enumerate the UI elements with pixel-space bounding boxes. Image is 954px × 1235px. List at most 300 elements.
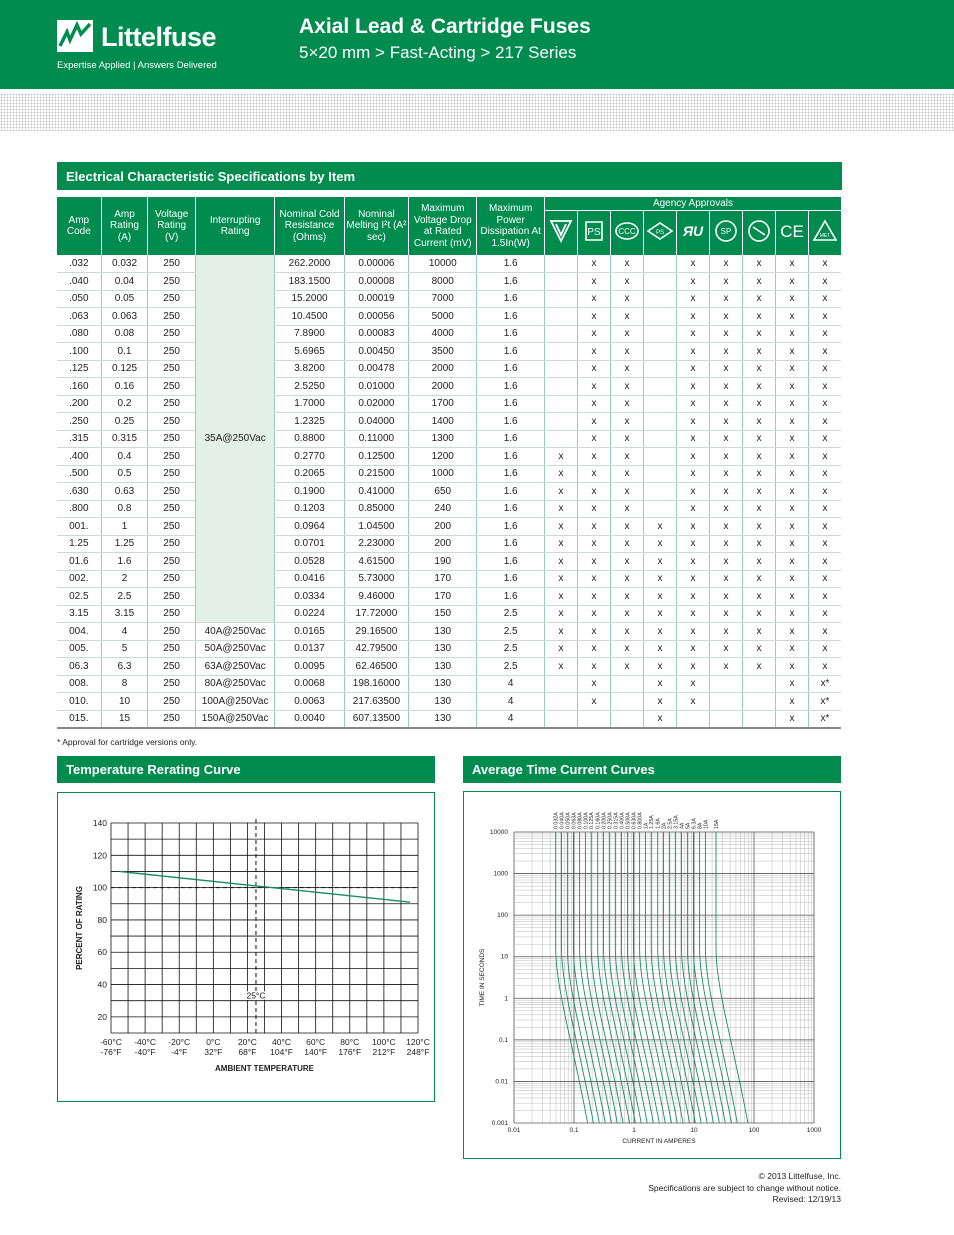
agency-approval-cell: [643, 413, 676, 431]
svg-text:PS: PS: [655, 230, 664, 236]
agency-approval-cell: x: [676, 605, 709, 623]
agency-approval-cell: [643, 448, 676, 466]
power-dissipation-cell: 1.6: [477, 570, 545, 588]
voltage-rating-cell: 250: [148, 483, 196, 501]
agency-approval-cell: x: [577, 693, 610, 711]
voltage-drop-cell: 4000: [409, 325, 477, 343]
agency-header-2: [610, 210, 643, 255]
power-dissipation-cell: 1.6: [477, 255, 545, 273]
agency-approval-cell: x: [577, 255, 610, 273]
agency-approval-cell: x: [610, 465, 643, 483]
agency-approval-cell: x: [577, 448, 610, 466]
x-tick-label-c: 80°C: [340, 1037, 360, 1047]
amp-rating-cell: 0.05: [101, 290, 148, 308]
agency-approval-cell: x: [676, 255, 709, 273]
amp-rating-cell: 1.25: [101, 535, 148, 553]
voltage-rating-cell: 250: [148, 448, 196, 466]
agency-approval-cell: x: [577, 518, 610, 536]
cold-resistance-cell: 0.0165: [275, 623, 344, 641]
interrupting-rating-cell: 100A@250Vac: [195, 693, 274, 711]
cold-resistance-cell: 0.0063: [275, 693, 344, 711]
agency-approval-cell: x: [742, 290, 775, 308]
agency-approval-cell: x: [577, 640, 610, 658]
col-cold-resistance: Nominal Cold Resistance (Ohms): [275, 197, 344, 255]
voltage-drop-cell: 10000: [409, 255, 477, 273]
agency-approval-cell: x: [808, 605, 841, 623]
agency-approval-cell: x: [742, 343, 775, 361]
table-row: [57, 343, 841, 361]
agency-approval-cell: x: [676, 535, 709, 553]
voltage-rating-cell: 250: [148, 395, 196, 413]
agency-approval-cell: x: [775, 273, 808, 291]
agency-approval-cell: [610, 693, 643, 711]
agency-approval-cell: x: [775, 535, 808, 553]
agency-approval-cell: x: [808, 290, 841, 308]
amp-rating-cell: 0.16: [101, 378, 148, 396]
voltage-rating-cell: 250: [148, 693, 196, 711]
curve-label: 5A: [685, 822, 692, 829]
agency-approval-cell: x: [544, 640, 577, 658]
agency-approval-cell: x: [775, 448, 808, 466]
agency-approval-cell: x: [742, 605, 775, 623]
col-voltage-rating: Voltage Rating (V): [148, 197, 196, 255]
voltage-rating-cell: 250: [148, 535, 196, 553]
y-tick-label: 10000: [489, 829, 508, 836]
power-dissipation-cell: 1.6: [477, 395, 545, 413]
agency-approval-cell: x: [775, 500, 808, 518]
interrupting-rating-cell: 35A@250Vac: [195, 255, 274, 623]
voltage-rating-cell: 250: [148, 710, 196, 728]
agency-approval-cell: x: [709, 588, 742, 606]
agency-approval-cell: x: [742, 553, 775, 571]
agency-approval-cell: x: [676, 623, 709, 641]
table-row: [57, 378, 841, 396]
agency-approval-cell: x: [577, 658, 610, 676]
agency-approval-cell: x: [544, 518, 577, 536]
agency-approval-cell: x: [544, 605, 577, 623]
table-row: [57, 710, 841, 728]
page-header: [0, 0, 954, 89]
rerating-title-text: Temperature Rerating Curve: [66, 762, 241, 777]
cold-resistance-cell: 7.8900: [275, 325, 344, 343]
agency-approval-cell: x: [577, 605, 610, 623]
voltage-rating-cell: 250: [148, 360, 196, 378]
agency-approval-cell: [643, 465, 676, 483]
tcc-title-text: Average Time Current Curves: [472, 762, 655, 777]
y-tick-label: 1000: [493, 870, 508, 878]
curve-label: 0.250A: [607, 812, 614, 829]
agency-approval-cell: x: [742, 430, 775, 448]
power-dissipation-cell: 1.6: [477, 518, 545, 536]
amp-code-cell: 008.: [57, 675, 101, 693]
agency-approval-cell: x: [676, 465, 709, 483]
table-row: [57, 623, 841, 641]
agency-approval-cell: x: [808, 448, 841, 466]
voltage-drop-cell: 200: [409, 518, 477, 536]
agency-header-5: [709, 210, 742, 255]
time-current-chart: [464, 792, 840, 1158]
voltage-drop-cell: 2000: [409, 378, 477, 396]
agency-approval-cell: x: [742, 395, 775, 413]
amp-code-cell: .100: [57, 343, 101, 361]
agency-approval-cell: [643, 255, 676, 273]
voltage-rating-cell: 250: [148, 658, 196, 676]
agency-approval-cell: x: [742, 518, 775, 536]
x-tick-label-c: 60°C: [306, 1037, 326, 1047]
power-dissipation-cell: 2.5: [477, 605, 545, 623]
semko-icon: [744, 215, 774, 247]
x-tick-label: 100: [748, 1127, 760, 1134]
agency-approval-cell: x: [577, 325, 610, 343]
melting-i2t-cell: 17.72000: [344, 605, 408, 623]
svg-text:CCC: CCC: [618, 227, 636, 236]
x-tick-label-f: 68°F: [238, 1047, 257, 1057]
voltage-drop-cell: 650: [409, 483, 477, 501]
agency-approval-cell: [544, 273, 577, 291]
x-tick-label-f: 176°F: [338, 1047, 362, 1057]
amp-rating-cell: 1.6: [101, 553, 148, 571]
agency-approval-cell: x: [577, 570, 610, 588]
agency-approval-cell: x: [610, 360, 643, 378]
agency-approval-cell: x: [709, 553, 742, 571]
agency-approval-cell: x: [775, 518, 808, 536]
x-tick-label-f: -4°F: [171, 1047, 188, 1057]
voltage-rating-cell: 250: [148, 675, 196, 693]
agency-approval-cell: x: [676, 395, 709, 413]
voltage-drop-cell: 150: [409, 605, 477, 623]
agency-approval-cell: x: [577, 360, 610, 378]
table-row: [57, 500, 841, 518]
melting-i2t-cell: 0.41000: [344, 483, 408, 501]
amp-rating-cell: 0.032: [101, 255, 148, 273]
power-dissipation-cell: 1.6: [477, 500, 545, 518]
table-row: [57, 448, 841, 466]
x-axis-label: AMBIENT TEMPERATURE: [215, 1064, 314, 1073]
voltage-rating-cell: 250: [148, 273, 196, 291]
agency-approval-cell: x: [610, 325, 643, 343]
cold-resistance-cell: 0.0701: [275, 535, 344, 553]
agency-approval-cell: x: [808, 255, 841, 273]
cold-resistance-cell: 0.0068: [275, 675, 344, 693]
agency-approval-cell: x: [775, 378, 808, 396]
agency-approval-cell: [709, 693, 742, 711]
agency-approval-cell: x: [808, 413, 841, 431]
agency-approval-cell: x: [610, 483, 643, 501]
agency-approval-cell: x: [676, 588, 709, 606]
agency-approval-cell: x: [709, 640, 742, 658]
agency-approval-cell: x: [544, 448, 577, 466]
interrupting-rating-cell: 50A@250Vac: [195, 640, 274, 658]
agency-approval-cell: x: [709, 413, 742, 431]
curve-label: 2.5A: [667, 818, 674, 829]
agency-approval-cell: x: [676, 553, 709, 571]
cold-resistance-cell: 0.8800: [275, 430, 344, 448]
amp-rating-cell: 0.63: [101, 483, 148, 501]
agency-approval-cell: x: [775, 553, 808, 571]
agency-approval-cell: x: [775, 658, 808, 676]
agency-approval-cell: x: [742, 465, 775, 483]
amp-code-cell: .063: [57, 308, 101, 326]
agency-approval-cell: x: [643, 588, 676, 606]
curve-label: 0.080A: [577, 812, 584, 829]
y-tick-label: 140: [92, 818, 107, 828]
melting-i2t-cell: 0.01000: [344, 378, 408, 396]
agency-approval-cell: [643, 430, 676, 448]
agency-approval-cell: x: [676, 500, 709, 518]
power-dissipation-cell: 1.6: [477, 553, 545, 571]
amp-rating-cell: 0.1: [101, 343, 148, 361]
pse-icon: [579, 215, 609, 247]
agency-approval-cell: x: [676, 518, 709, 536]
agency-approval-cell: x: [544, 500, 577, 518]
agency-approval-cell: x: [676, 483, 709, 501]
agency-approval-cell: x: [577, 413, 610, 431]
x-axis-label: CURRENT IN AMPERES: [622, 1138, 696, 1145]
kc-icon: [645, 215, 675, 247]
col-amp-rating: Amp Rating (A): [101, 197, 148, 255]
agency-header-0: [544, 210, 577, 255]
svg-text:MET: MET: [819, 233, 831, 239]
table-row: [57, 465, 841, 483]
agency-header-3: [643, 210, 676, 255]
agency-approval-cell: x: [742, 623, 775, 641]
agency-approval-cell: x: [643, 693, 676, 711]
agency-approval-cell: [544, 343, 577, 361]
agency-approval-cell: x: [775, 483, 808, 501]
amp-code-cell: 002.: [57, 570, 101, 588]
agency-approval-cell: [643, 378, 676, 396]
svg-text:PS: PS: [587, 227, 601, 238]
agency-approval-cell: x: [610, 605, 643, 623]
voltage-rating-cell: 250: [148, 588, 196, 606]
cold-resistance-cell: 0.1203: [275, 500, 344, 518]
agency-approval-cell: x: [709, 570, 742, 588]
y-axis-label: PERCENT OF RATING: [75, 886, 84, 970]
melting-i2t-cell: 4.61500: [344, 553, 408, 571]
agency-approval-cell: [643, 308, 676, 326]
agency-approval-cell: x: [577, 430, 610, 448]
agency-approval-cell: [643, 360, 676, 378]
agency-approval-cell: x: [808, 623, 841, 641]
agency-approval-cell: [742, 675, 775, 693]
table-row: [57, 273, 841, 291]
agency-approval-cell: x: [610, 623, 643, 641]
agency-approval-cell: x: [808, 570, 841, 588]
voltage-rating-cell: 250: [148, 255, 196, 273]
voltage-drop-cell: 8000: [409, 273, 477, 291]
table-row: [57, 640, 841, 658]
agency-approval-cell: x: [808, 378, 841, 396]
voltage-drop-cell: 5000: [409, 308, 477, 326]
agency-approval-cell: x: [676, 413, 709, 431]
agency-approval-cell: x: [808, 535, 841, 553]
agency-approval-cell: x: [643, 535, 676, 553]
agency-approval-cell: [544, 255, 577, 273]
table-row: [57, 255, 841, 273]
agency-approval-cell: x: [742, 570, 775, 588]
power-dissipation-cell: 1.6: [477, 413, 545, 431]
agency-approval-cell: x: [643, 640, 676, 658]
agency-approval-cell: x: [676, 290, 709, 308]
amp-code-cell: 010.: [57, 693, 101, 711]
x-tick-label-c: 120°C: [406, 1037, 430, 1047]
tcc-panel: [463, 791, 841, 1159]
cold-resistance-cell: 1.7000: [275, 395, 344, 413]
table-row: [57, 658, 841, 676]
agency-approval-cell: x: [775, 290, 808, 308]
amp-rating-cell: 2: [101, 570, 148, 588]
agency-approval-cell: x: [808, 588, 841, 606]
agency-approval-cell: x: [577, 395, 610, 413]
x-tick-label: 1000: [806, 1127, 822, 1134]
approval-footnote: * Approval for cartridge versions only.: [57, 737, 198, 747]
agency-approval-cell: x*: [808, 675, 841, 693]
y-tick-label: 40: [97, 979, 107, 990]
agency-approval-cell: x: [775, 308, 808, 326]
agency-approval-cell: x: [709, 308, 742, 326]
melting-i2t-cell: 0.04000: [344, 413, 408, 431]
agency-approval-cell: x: [709, 255, 742, 273]
melting-i2t-cell: 62.46500: [344, 658, 408, 676]
melting-i2t-cell: 0.12500: [344, 448, 408, 466]
agency-approval-cell: x*: [808, 693, 841, 711]
x-tick-label-c: -60°C: [100, 1037, 122, 1047]
agency-approval-cell: [709, 675, 742, 693]
amp-code-cell: 02.5: [57, 588, 101, 606]
amp-rating-cell: 0.8: [101, 500, 148, 518]
agency-approval-cell: x: [775, 325, 808, 343]
rerating-panel: [57, 792, 435, 1102]
power-dissipation-cell: 1.6: [477, 273, 545, 291]
curve-label: 0.125A: [589, 812, 596, 829]
x-tick-label-f: -40°F: [134, 1047, 156, 1057]
amp-code-cell: .500: [57, 465, 101, 483]
voltage-rating-cell: 250: [148, 413, 196, 431]
agency-approval-cell: x: [775, 570, 808, 588]
curve-label: 0.630A: [631, 812, 638, 829]
agency-approval-cell: x: [544, 465, 577, 483]
amp-rating-cell: 0.25: [101, 413, 148, 431]
y-tick-label: 10: [500, 953, 508, 961]
interrupting-rating-cell: 150A@250Vac: [195, 710, 274, 728]
agency-approval-cell: x: [643, 675, 676, 693]
agency-approval-cell: x: [808, 483, 841, 501]
power-dissipation-cell: 1.6: [477, 378, 545, 396]
agency-approval-cell: x: [577, 308, 610, 326]
y-tick-label: 60: [97, 947, 107, 958]
x-tick-label-c: 0°C: [206, 1037, 221, 1047]
power-dissipation-cell: 1.6: [477, 308, 545, 326]
agency-approval-cell: x: [709, 273, 742, 291]
copyright-line: © 2013 Littelfuse, Inc.: [758, 1171, 841, 1181]
agency-approval-cell: x: [676, 640, 709, 658]
agency-approval-cell: x: [742, 378, 775, 396]
melting-i2t-cell: 2.23000: [344, 535, 408, 553]
agency-approval-cell: x: [742, 308, 775, 326]
agency-approval-cell: x: [676, 430, 709, 448]
voltage-rating-cell: 250: [148, 430, 196, 448]
agency-approval-cell: x: [676, 273, 709, 291]
metl-icon: [810, 215, 840, 247]
vde-icon: [546, 215, 576, 247]
voltage-drop-cell: 170: [409, 588, 477, 606]
y-tick-label: 100: [497, 912, 508, 920]
cold-resistance-cell: 2.5250: [275, 378, 344, 396]
power-dissipation-cell: 1.6: [477, 290, 545, 308]
cold-resistance-cell: 0.0964: [275, 518, 344, 536]
agency-approval-cell: [610, 675, 643, 693]
amp-rating-cell: 4: [101, 623, 148, 641]
agency-approval-cell: x: [775, 588, 808, 606]
agency-approval-cell: x: [610, 448, 643, 466]
csa-icon: [711, 215, 741, 247]
agency-approval-cell: [709, 710, 742, 728]
agency-approval-cell: x: [577, 290, 610, 308]
melting-i2t-cell: 0.00056: [344, 308, 408, 326]
agency-approval-cell: x: [643, 623, 676, 641]
curve-label: 0.032A: [553, 812, 560, 829]
melting-i2t-cell: 42.79500: [344, 640, 408, 658]
agency-approval-cell: x: [808, 518, 841, 536]
agency-approval-cell: x: [709, 430, 742, 448]
voltage-drop-cell: 200: [409, 535, 477, 553]
melting-i2t-cell: 0.00478: [344, 360, 408, 378]
voltage-rating-cell: 250: [148, 500, 196, 518]
agency-approval-cell: [676, 710, 709, 728]
agency-approval-cell: x: [643, 710, 676, 728]
curve-label: 0.040A: [559, 812, 566, 829]
x-tick-label: 0.1: [569, 1127, 579, 1134]
power-dissipation-cell: 1.6: [477, 465, 545, 483]
cold-resistance-cell: 3.8200: [275, 360, 344, 378]
cold-resistance-cell: 0.0137: [275, 640, 344, 658]
voltage-rating-cell: 250: [148, 325, 196, 343]
col-voltage-drop: Maximum Voltage Drop at Rated Current (mV): [409, 197, 477, 255]
melting-i2t-cell: 1.04500: [344, 518, 408, 536]
amp-code-cell: .400: [57, 448, 101, 466]
agency-approval-cell: [643, 273, 676, 291]
power-dissipation-cell: 1.6: [477, 588, 545, 606]
amp-rating-cell: 0.5: [101, 465, 148, 483]
agency-approval-cell: x: [709, 658, 742, 676]
agency-approval-cell: x: [643, 553, 676, 571]
table-row: [57, 395, 841, 413]
curve-label: 0.800A: [637, 812, 644, 829]
agency-approval-cell: x: [742, 360, 775, 378]
amp-code-cell: .630: [57, 483, 101, 501]
voltage-rating-cell: 250: [148, 343, 196, 361]
voltage-drop-cell: 1300: [409, 430, 477, 448]
agency-approval-cell: x: [742, 535, 775, 553]
power-dissipation-cell: 2.5: [477, 658, 545, 676]
agency-approval-cell: x: [610, 640, 643, 658]
agency-approval-cell: x: [610, 588, 643, 606]
power-dissipation-cell: 1.6: [477, 325, 545, 343]
agency-approval-cell: x: [775, 430, 808, 448]
agency-approval-cell: x: [577, 500, 610, 518]
amp-code-cell: .032: [57, 255, 101, 273]
agency-approval-cell: x: [709, 360, 742, 378]
agency-approval-cell: x: [775, 360, 808, 378]
cold-resistance-cell: 0.0334: [275, 588, 344, 606]
voltage-drop-cell: 2000: [409, 360, 477, 378]
y-tick-label: 0.001: [491, 1120, 508, 1127]
cold-resistance-cell: 262.2000: [275, 255, 344, 273]
agency-approval-cell: x: [676, 675, 709, 693]
y-tick-label: 1: [504, 995, 508, 1003]
cold-resistance-cell: 0.0416: [275, 570, 344, 588]
amp-rating-cell: 0.125: [101, 360, 148, 378]
